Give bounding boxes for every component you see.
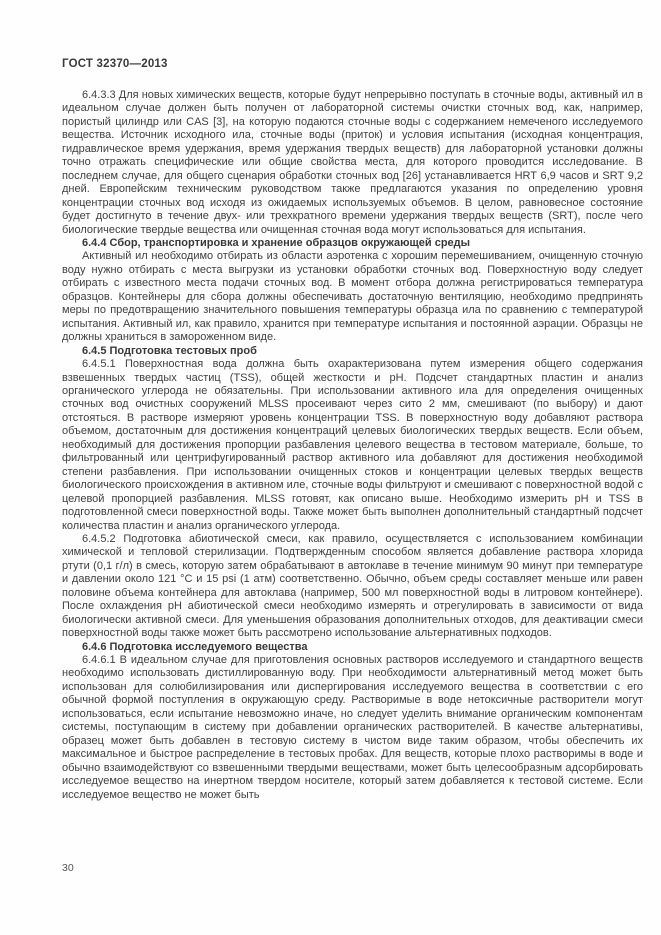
paragraph-6-4-5-2: 6.4.5.2 Подготовка абиотической смеси, как правило, осуществляется с использованием комбинации химической и тепловой стерилизации. Подтвержденным способом является добавление раствора хлорида ртути (0,1 г/л) в смесь, которую затем обрабатывают в автоклаве в течение минимум 90 минут при температуре и давлении около 121 °С и 15 psi (1 атм) соответственно. Обычно, объем среды составляет меньше или равен половине объема контейнера для автоклава (например, 500 мл поверхностной воды в литровом контейнере). После охлаждения pH абиотической смеси необходимо измерять и отрегулировать в зависимости от вида биологически активной смеси. Для уменьшения образования дополнительных отходов, для деактивации смеси поверхностной воды также может быть рассмотрено использование альтернативных подходов.	[62, 532, 643, 640]
page-number: 30	[62, 862, 74, 874]
document-title-header: ГОСТ 32370—2013	[62, 58, 168, 70]
section-heading-6-4-5: 6.4.5 Подготовка тестовых проб	[82, 344, 257, 357]
document-body	[62, 89, 643, 802]
section-heading-6-4-6: 6.4.6 Подготовка исследуемого вещества	[82, 640, 308, 653]
section-heading-6-4-4: 6.4.4 Сбор, транспортировка и хранение образцов окружающей среды	[82, 236, 471, 249]
paragraph-6-4-4: Активный ил необходимо отбирать из области аэротенка с хорошим перемешиванием, очищенную сточную воду нужно отбирать с места выгрузки из установки обработки сточных вод. Поверхностную воду следует отбирать с известного места подачи сточных вод. В момент отбора должна регистрироваться температура образцов. Контейнеры для сбора должны обеспечивать достаточную вентиляцию, необходимо предпринять меры по предотвращению значительного повышения температуры образца ила по сравнению с температурой испытания. Активный ил, как правило, хранится при температуре испытания и постоянной аэрации. Образцы не должны храниться в замороженном виде.	[62, 250, 643, 344]
paragraph-6-4-6-1: 6.4.6.1 В идеальном случае для приготовления основных растворов исследуемого и стандартного веществ необходимо использовать дистиллированную воду. При необходимости альтернативный метод может быть использован для солюбилизирования или диспергирования исследуемого вещества в соответствии с его обычной формой поступления в окружающую среду. Растворимые в воде нетоксичные растворители могут использоваться, если испытание невозможно иначе, но следует уделить внимание органическим компонентам системы, поступающим в систему при добавлении органических растворителей. В качестве альтернативы, образец может быть добавлен в тестовую систему в чистом виде таким образом, чтобы обеспечить их максимальное и быстрое распределение в тестовых пробах. Для веществ, которые плохо растворимы в воде и обычно взаимодействуют со взвешенными твердыми веществами, может быть целесообразным адсорбировать исследуемое вещество на инертном твердом носителе, который затем добавляется к тестовой системе. Если исследуемое вещество не может быть	[62, 654, 643, 801]
paragraph-6-4-5-1: 6.4.5.1 Поверхностная вода должна быть охарактеризована путем измерения общего содержания взвешенных твердых частиц (TSS), общей жесткости и pH. Подсчет стандартных пластин и анализ органического углерода не обязательны. При использовании активного ила для определения очищенных сточных вод очистных сооружений MLSS просеивают через сито 2 мм, смешивают (по выбору) и дают отстояться. В растворе измеряют уровень концентрации TSS. В поверхностную воду добавляют раствора объемом, достаточным для достижения концентраций целевых биологических твердых веществ. Если объем, необходимый для достижения пропорции разбавления целевого вещества в тестовом материале, больше, то фильтрованный или центрифугированный раствор активного ила добавляют для достижения необходимой степени разбавления. При использовании очищенных стоков и концентрации целевых твердых веществ биологического происхождения в активном иле, сточные воды фильтруют и смешивают с поверхностной водой с целевой пропорцией разбавления. MLSS готовят, как описано выше. Необходимо измерить pH и TSS в подготовленной смеси поверхностной воды. Также может быть выполнен дополнительный стандартный подсчет количества пластин и анализ органического углерода.	[62, 358, 643, 532]
paragraph-6-4-3-3: 6.4.3.3 Для новых химических веществ, которые будут непрерывно поступать в сточные воды, активный ил в идеальном случае должен быть получен от лабораторной системы очистки сточных вод, как, например, пористый цилиндр или CAS [3], на которую подаются сточные воды с содержанием немеченого исследуемого вещества. Источник исходного ила, сточные воды (приток) и условия испытания (исходная концентрация, гидравлическое время удержания, время удержания твердых веществ) для лабораторной установки должны точно отражать специфические или общие свойства места, для которого проводится исследование. В последнем случае, для общего сценария обработки сточных вод [26] устанавливается HRT 6,9 часов и SRT 9,2 дней. Европейским техническим руководством также предлагаются указания по определению уровня концентрации сточных вод исходя из ожидаемых используемых объемов. В целом, равновесное состояние будет достигнуто в течение двух- или трехкратного времени удержания твердых веществ (SRT), после чего биологические твердые вещества или очищенная сточная вода могут использоваться для испытания.	[62, 89, 643, 236]
